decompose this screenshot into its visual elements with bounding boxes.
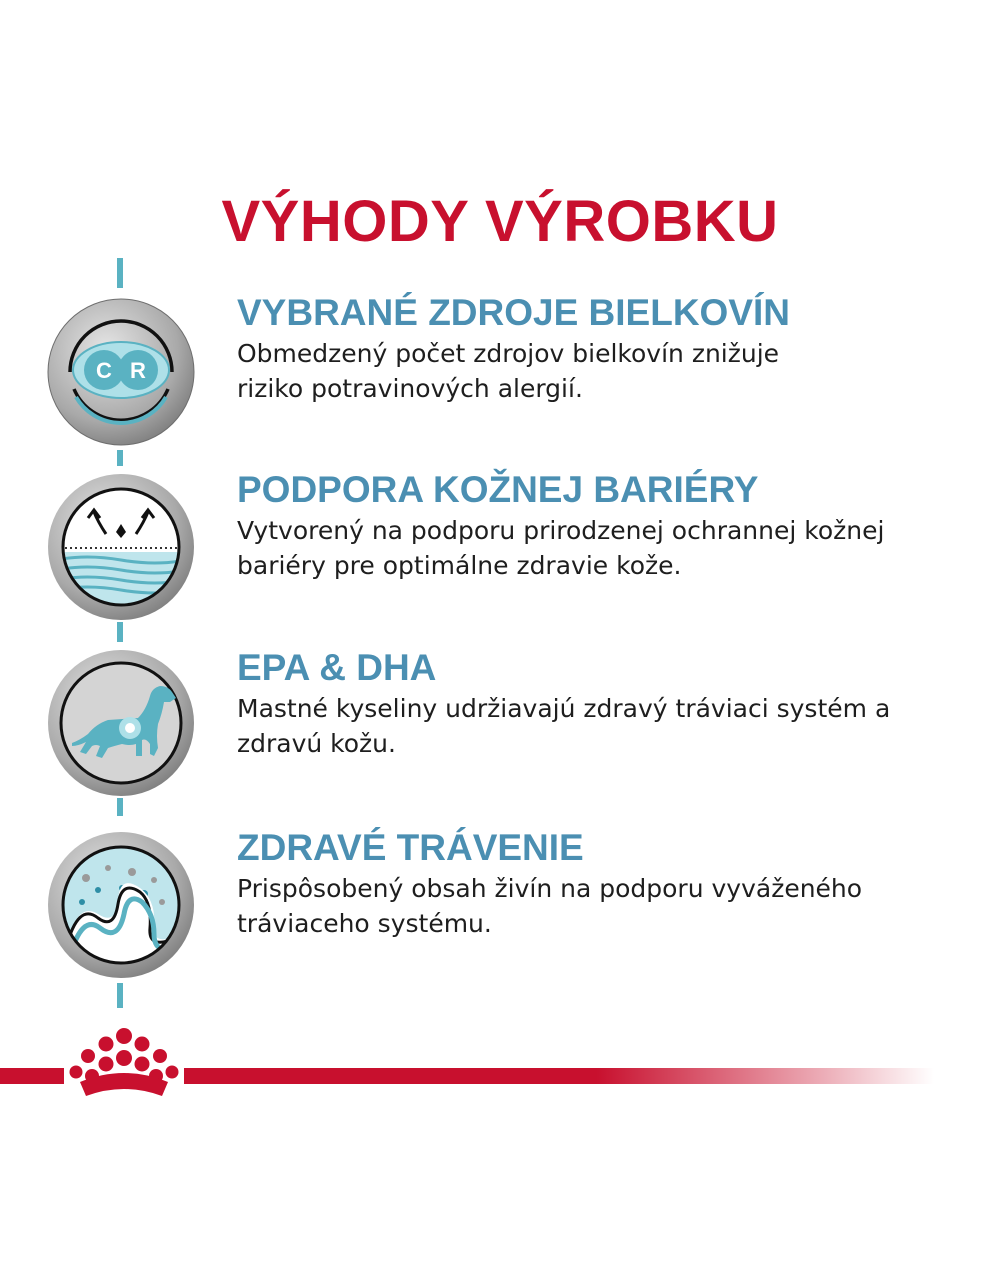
footer-red-line-right	[184, 1068, 934, 1084]
digestion-icon	[46, 830, 196, 980]
skin-barrier-icon	[46, 472, 196, 622]
protein-letter-c: C	[96, 358, 112, 383]
feature-desc-epa-dha: Mastné kyseliny udržiavajú zdravý tráviaci systém a zdravú kožu.	[237, 694, 891, 758]
royal-canin-crown-logo	[66, 1024, 182, 1108]
footer-red-line-left	[0, 1068, 64, 1084]
page-title: VÝHODY VÝROBKU	[221, 188, 779, 254]
dog-icon	[46, 648, 196, 798]
feature-desc-digestion: Prispôsobený obsah živín na podporu vyváženého tráviaceho systému.	[237, 874, 863, 938]
protein-source-icon	[46, 297, 196, 447]
protein-letter-r: R	[130, 358, 146, 383]
feature-desc-protein: Obmedzený počet zdrojov bielkovín znižuje riziko potravinových alergií.	[237, 339, 780, 403]
feature-heading-digestion: ZDRAVÉ TRÁVENIE	[237, 827, 584, 868]
feature-heading-epa-dha: EPA & DHA	[237, 647, 437, 688]
feature-heading-skin: PODPORA KOŽNEJ BARIÉRY	[237, 469, 759, 510]
feature-desc-skin: Vytvorený na podporu prirodzenej ochrannej kožnej bariéry pre optimálne zdravie kože.	[237, 516, 885, 580]
feature-heading-protein: VYBRANÉ ZDROJE BIELKOVÍN	[237, 292, 791, 333]
